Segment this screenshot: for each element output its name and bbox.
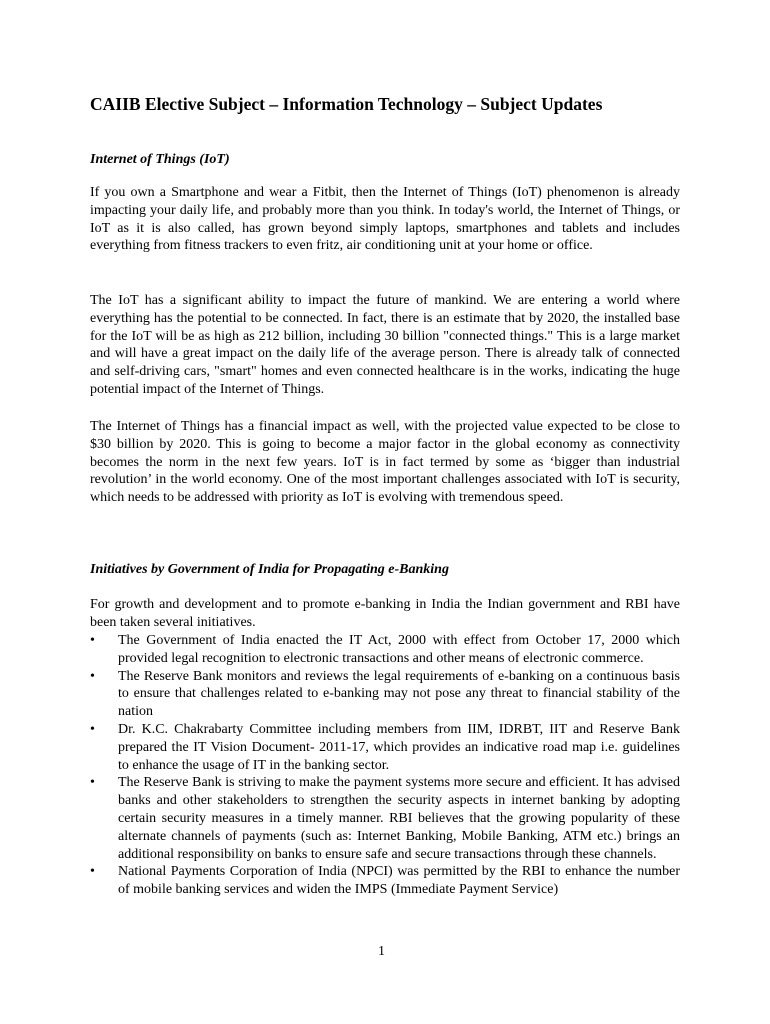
document-title: CAIIB Elective Subject – Information Technology – Subject Updates — [90, 94, 603, 114]
bullet-icon: • — [90, 721, 95, 737]
list-item-text: The Reserve Bank monitors and reviews the legal requirements of e-banking on a continuous basis to ensure that challenges related to e-banking may not pose any threat to financial stability of the nation — [118, 668, 680, 720]
list-item — [90, 774, 680, 863]
page-number: 1 — [378, 944, 385, 959]
bullet-icon: • — [90, 633, 95, 648]
list-item-text: The Reserve Bank is striving to make the payment systems more secure and efficient. It has advised banks and other stakeholders to strengthen the security aspects in internet banking by adopting certain security measures in a timely manner. RBI believes that the growing popularity of these alternate channels of payments (such as: Internet Banking, Mobile Banking, ATM etc.) brings an additional responsibility on banks to ensure safe and secure transactions through these channels. — [118, 775, 680, 862]
list-item — [90, 863, 680, 899]
bullet-icon: • — [90, 668, 95, 684]
ebanking-intro-paragraph: For growth and development and to promote e-banking in India the Indian government and RBI have been taken several initiatives. — [90, 597, 680, 630]
list-item-text: National Payments Corporation of India (NPCI) was permitted by the RBI to enhance the number of mobile banking services and widen the IMPS (Immediate Payment Service) — [118, 864, 680, 898]
list-item-text: The Government of India enacted the IT Act, 2000 with effect from October 17, 2000 which provided legal recognition to electronic transactions and other means of electronic commerce. — [118, 633, 680, 666]
section-heading-ebanking: Initiatives by Government of India for Propagating e-Banking — [90, 562, 449, 577]
list-item — [90, 668, 680, 721]
list-item — [90, 632, 680, 668]
list-item-text: Dr. K.C. Chakrabarty Committee including members from IIM, IDRBT, IIT and Reserve Bank prepared the IT Vision Document- 2011-17, which provides an indicative road map i.e. guidelines to enhance the usage of IT in the banking sector. — [118, 721, 680, 773]
bullet-icon: • — [90, 775, 95, 791]
list-item — [90, 721, 680, 774]
iot-paragraph-3: The Internet of Things has a financial impact as well, with the projected value expected to be close to $30 billion by 2020. This is going to become a major factor in the global economy as connectivity becomes the norm in the next few years. IoT is in fact termed by some as ‘bigger than industrial revolution’ in the world economy. One of the most important challenges associated with IoT is security, which needs to be addressed with priority as IoT is evolving with tremendous speed. — [90, 419, 680, 506]
bullet-icon: • — [90, 864, 95, 880]
section-heading-iot: Internet of Things (IoT) — [90, 152, 230, 167]
iot-paragraph-2: The IoT has a significant ability to impact the future of mankind. We are entering a world where everything has the potential to be connected. In fact, there is an estimate that by 2020, the installed base for the IoT will be as high as 212 billion, including 30 billion "connected things." This is a large market and will have a great impact on the daily life of the average person. There is already talk of connected and self-driving cars, "smart" homes and even connected healthcare is in the works, indicating the huge potential impact of the Internet of Things. — [90, 293, 680, 397]
iot-paragraph-1: If you own a Smartphone and wear a Fitbit, then the Internet of Things (IoT) phenomenon is already impacting your daily life, and probably more than you think. In today's world, the Internet of Things, or IoT as it is also called, has grown beyond simply laptops, smartphones and tablets and includes everything from fitness trackers to even fritz, air conditioning unit at your home or office. — [90, 185, 680, 254]
ebanking-initiatives-list — [90, 632, 680, 899]
